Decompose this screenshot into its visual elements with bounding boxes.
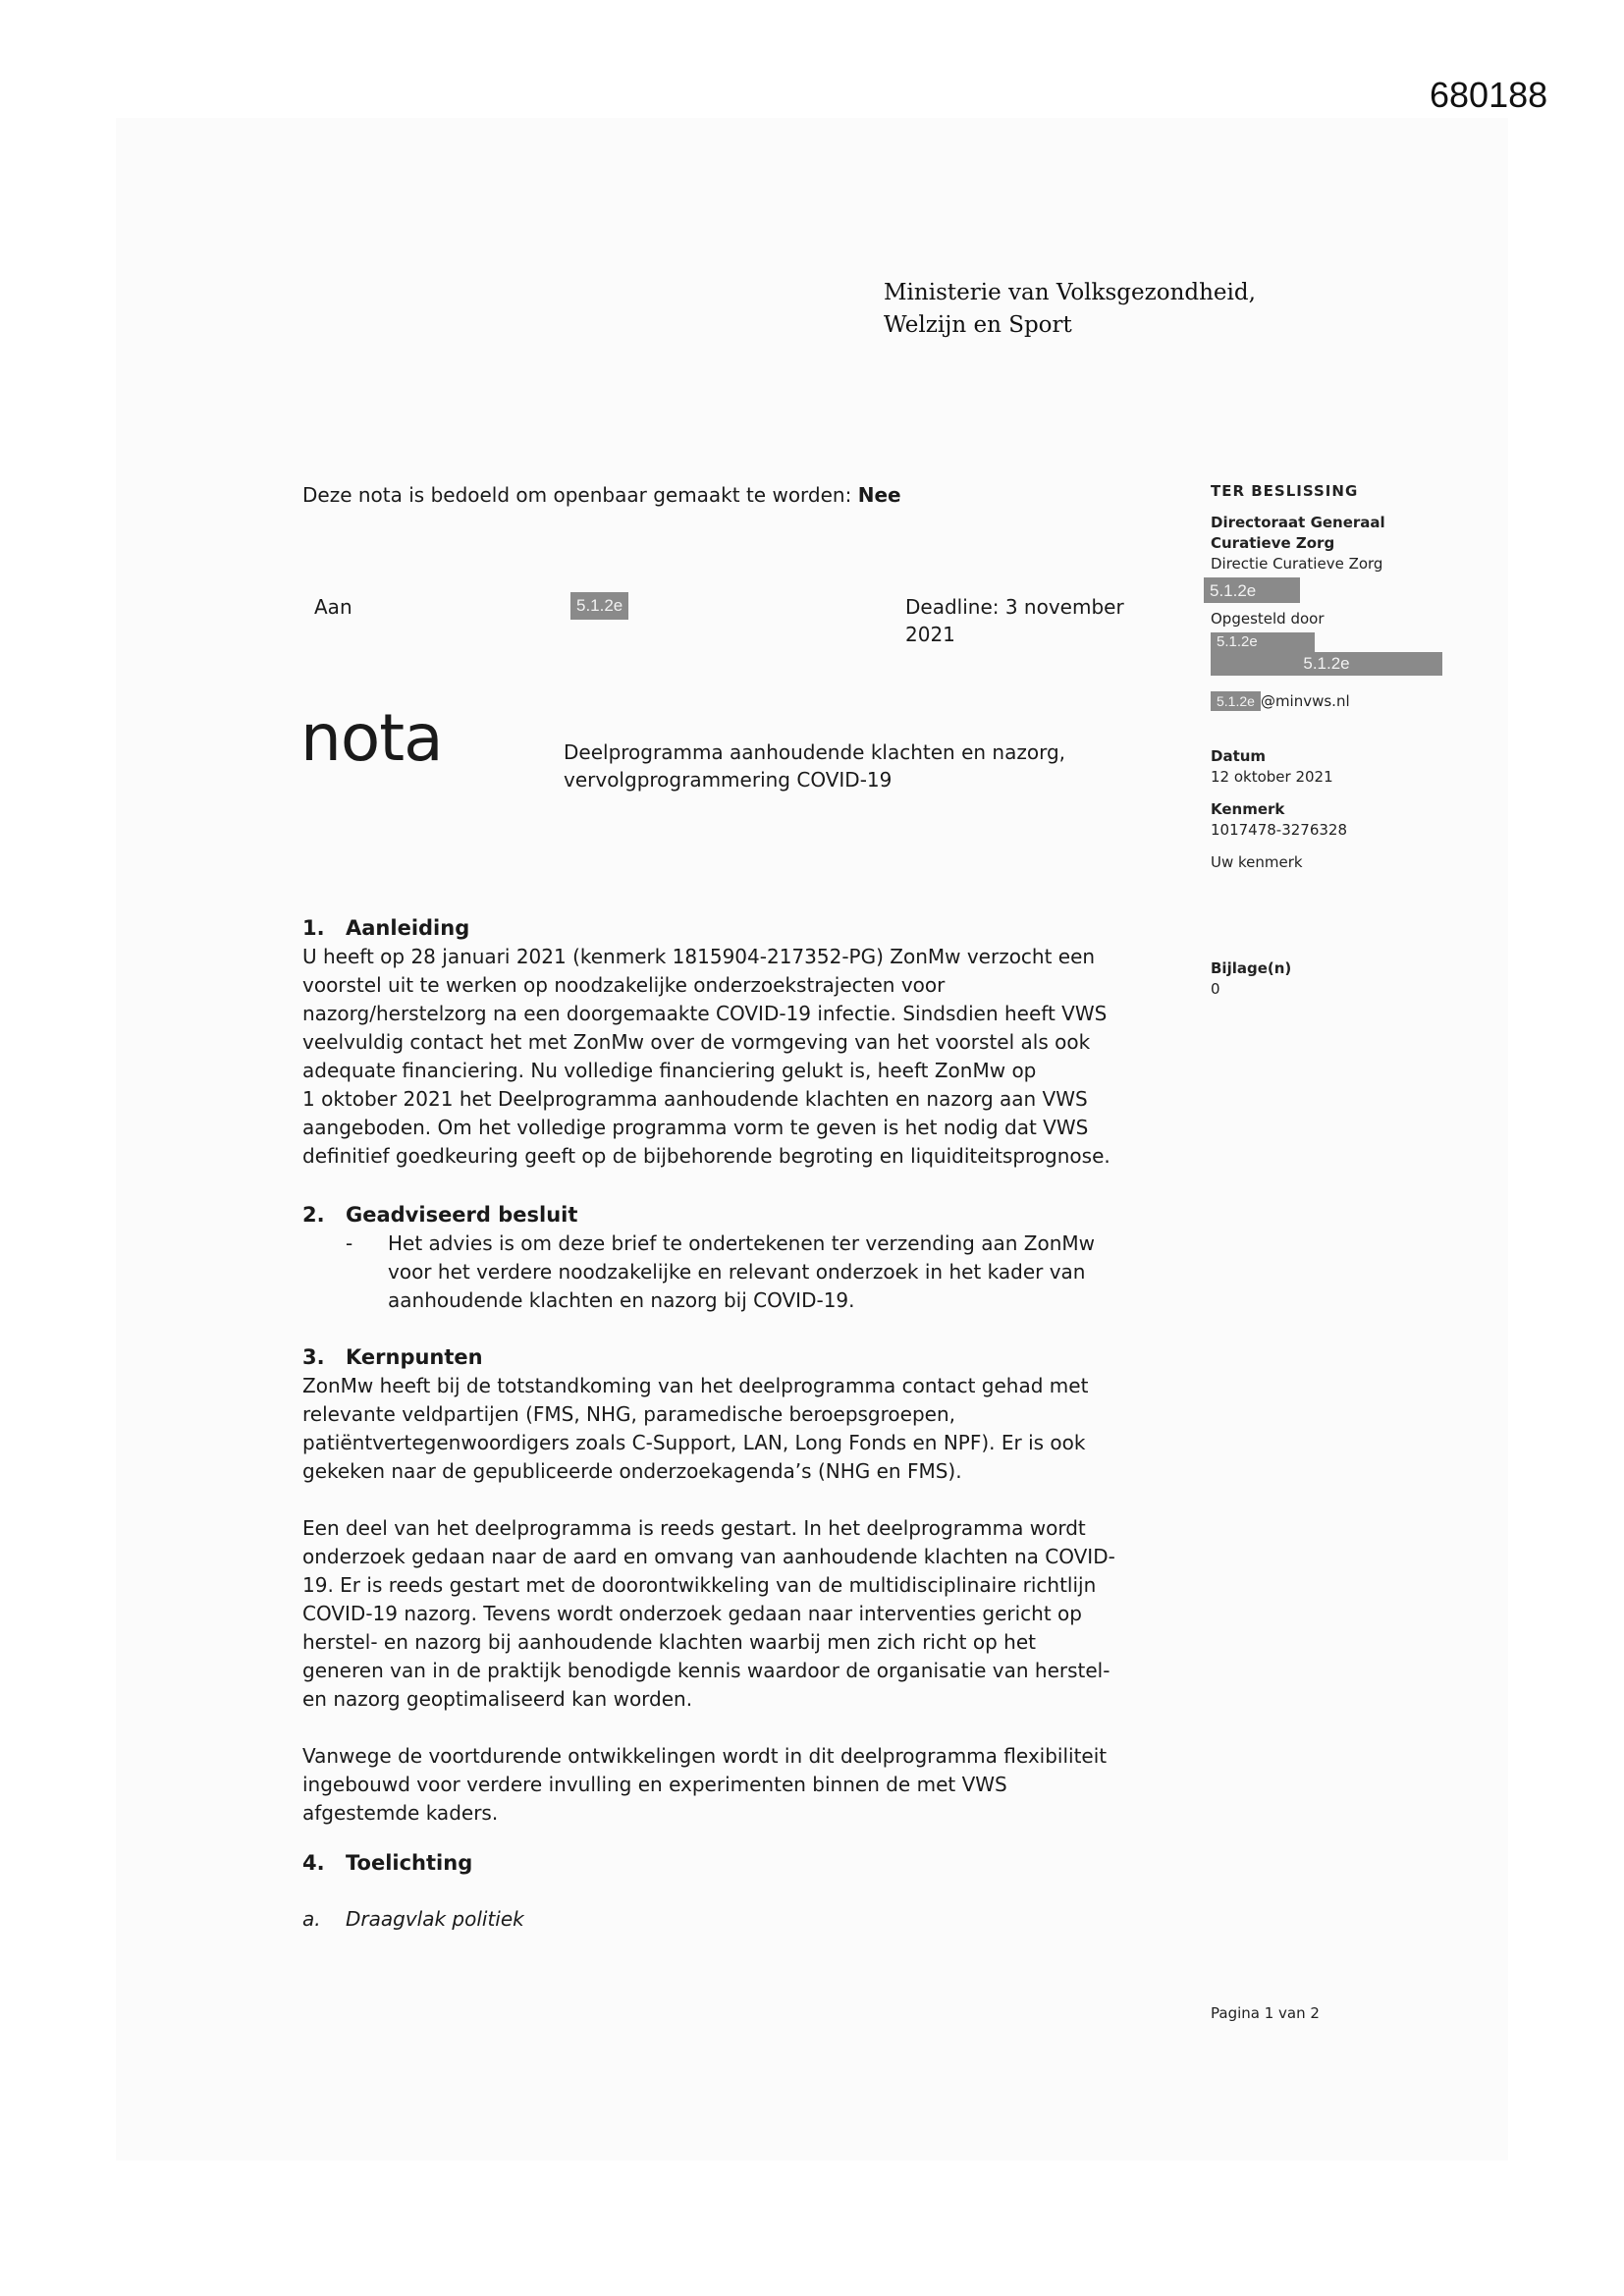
sidebar-directorate [1211,513,1385,574]
text-line: COVID-19 nazorg. Tevens wordt onderzoek gedaan naar interventies gericht op [302,1602,1082,1625]
section-title: Geadviseerd besluit [346,1203,578,1227]
openbaar-value: Nee [857,483,901,507]
bijlage-label: Bijlage(n) [1211,959,1292,977]
datum-label: Datum [1211,747,1267,765]
text-line: adequate financiering. Nu volledige financiering gelukt is, heeft ZonMw op [302,1059,1037,1082]
text-line: herstel- en nazorg bij aanhoudende klachten waarbij men zich richt op het [302,1630,1036,1654]
section-paragraph [302,1372,1191,1486]
ministry-logo-text [884,277,1256,342]
text-line: Vanwege de voortdurende ontwikkelingen wordt in dit deelprogramma flexibiliteit [302,1744,1108,1768]
section-paragraph [302,943,1191,1171]
dg-line-1: Directoraat Generaal [1211,514,1385,531]
text-line: generen van in de praktijk benodigde kennis waardoor de organisatie van herstel- [302,1659,1110,1682]
text-line: patiëntvertegenwoordigers zoals C-Support, LAN, Long Fonds en NPF). Er is ook [302,1431,1086,1454]
section-heading [302,1342,1191,1372]
sidebar-redaction-3: 5.1.2e [1211,652,1442,676]
text-line: veelvuldig contact het met ZonMw over de vormgeving van het voorstel als ook [302,1030,1091,1054]
text-line: voor het verdere noodzakelijke en relevant onderzoek in het kader van [388,1260,1086,1284]
text-line: ingebouwd voor verdere invulling en experimenten binnen de met VWS [302,1773,1007,1796]
text-line: 19. Er is reeds gestart met de doorontwikkeling van de multidisciplinaire richtlijn [302,1573,1097,1597]
text-line: aangeboden. Om het volledige programma vorm te geven is het nodig dat VWS [302,1116,1089,1139]
section-number: 4. [302,1851,325,1875]
section-paragraph [302,1742,1191,1828]
text-line: afgestemde kaders. [302,1801,499,1825]
subject-line-2: vervolgprogrammering COVID-19 [564,768,893,792]
section-title: Toelichting [346,1851,473,1875]
text-line: U heeft op 28 januari 2021 (kenmerk 1815904-217352-PG) ZonMw verzocht een [302,945,1096,968]
subsection-number: a. [302,1907,321,1931]
sidebar-redaction-1: 5.1.2e [1204,577,1300,603]
section-number: 3. [302,1345,325,1369]
sidebar-bijlage [1211,958,1291,1000]
subsection-heading [302,1905,1191,1934]
openbaar-label: Deze nota is bedoeld om openbaar gemaakt te worden: [302,483,852,507]
section-toelichting [302,1848,1191,1934]
deadline-line-1: Deadline: 3 november [905,595,1124,619]
section-title: Kernpunten [346,1345,483,1369]
email-redaction: 5.1.2e [1211,691,1261,711]
deadline-line-2: 2021 [905,623,955,646]
text-line: definitief goedkeuring geeft op de bijbehorende begroting en liquiditeitsprognose. [302,1144,1110,1168]
sidebar-kenmerk [1211,799,1347,841]
directie: Directie Curatieve Zorg [1211,555,1383,573]
subject [564,738,1153,793]
redaction-box: 5.1.2e [570,592,628,620]
document-type-title: nota [300,700,443,776]
opgesteld-label: Opgesteld door [1211,610,1325,628]
section-heading [302,1848,1191,1878]
kenmerk-value: 1017478-3276328 [1211,821,1348,839]
aan-redaction [570,592,628,620]
ministry-line-2: Welzijn en Sport [884,312,1072,338]
text-line: aanhoudende klachten en nazorg bij COVID-19. [388,1288,855,1312]
email-domain: @minvws.nl [1260,692,1350,710]
section-aanleiding [302,913,1191,1171]
ministry-line-1: Ministerie van Volksgezondheid, [884,280,1256,305]
text-line: Een deel van het deelprogramma is reeds gestart. In het deelprogramma wordt [302,1516,1086,1540]
dg-line-2: Curatieve Zorg [1211,534,1335,552]
uw-kenmerk-label: Uw kenmerk [1211,853,1303,871]
section-geadviseerd-besluit [302,1200,1191,1315]
sidebar-email [1211,691,1350,712]
section-number: 1. [302,916,325,940]
text-line: relevante veldpartijen (FMS, NHG, paramedische beroepsgroepen, [302,1402,955,1426]
text-line: Het advies is om deze brief te ondertekenen ter verzending aan ZonMw [388,1231,1096,1255]
text-line: ZonMw heeft bij de totstandkoming van het deelprogramma contact gehad met [302,1374,1089,1397]
bullet-item [302,1230,1191,1315]
subsection-title: Draagvlak politiek [346,1907,524,1931]
bijlage-value: 0 [1211,980,1220,998]
text-line: en nazorg geoptimaliseerd kan worden. [302,1687,693,1711]
text-line: gekeken naar de gepubliceerde onderzoekagenda’s (NHG en FMS). [302,1459,962,1483]
sidebar-heading: TER BESLISSING [1211,482,1359,500]
section-number: 2. [302,1203,325,1227]
datum-value: 12 oktober 2021 [1211,768,1333,786]
deadline [905,593,1161,648]
text-line: onderzoek gedaan naar de aard en omvang van aanhoudende klachten na COVID- [302,1545,1115,1568]
subject-line-1: Deelprogramma aanhoudende klachten en nazorg, [564,740,1066,764]
kenmerk-label: Kenmerk [1211,800,1285,818]
text-line: nazorg/herstelzorg na een doorgemaakte COVID-19 infectie. Sindsdien heeft VWS [302,1002,1108,1025]
sidebar-datum [1211,746,1333,788]
section-heading [302,1200,1191,1230]
page-footer: Pagina 1 van 2 [1211,2004,1320,2022]
text-line: voorstel uit te werken op noodzakelijke onderzoekstrajecten voor [302,973,946,997]
aan-label: Aan [314,595,352,619]
section-kernpunten [302,1342,1191,1828]
sidebar-redaction-2: 5.1.2e [1211,632,1315,652]
text-line: 1 oktober 2021 het Deelprogramma aanhoudende klachten en nazorg aan VWS [302,1087,1088,1111]
openbaar-statement [302,481,901,509]
section-paragraph [302,1514,1191,1714]
section-heading [302,913,1191,943]
section-title: Aanleiding [346,916,470,940]
document-number: 680188 [1430,75,1548,115]
bullet-dash: - [346,1231,353,1255]
